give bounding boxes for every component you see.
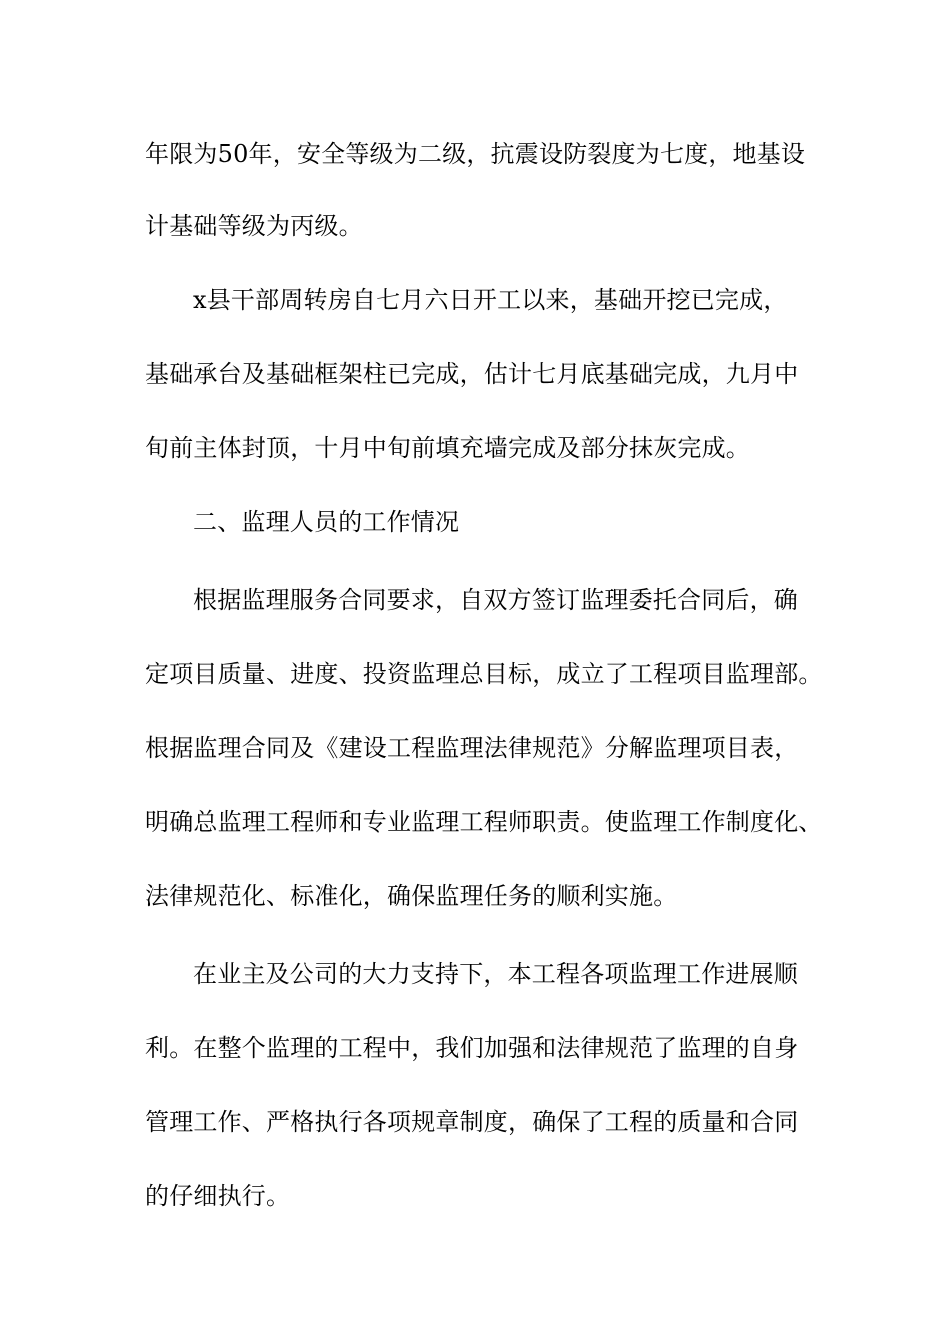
section-heading: 二、监理人员的工作情况 [193, 508, 460, 536]
text-line: 旬前主体封顶，十月中旬前填充墙完成及部分抹灰完成。 [145, 434, 750, 462]
text-line: 年限为50年，安全等级为二级，抗震设防裂度为七度，地基设 [145, 140, 806, 168]
text-line: 利。在整个监理的工程中，我们加强和法律规范了监理的自身 [145, 1034, 799, 1062]
paragraph-first-line: 根据监理服务合同要求，自双方签订监理委托合同后，确 [193, 586, 798, 614]
paragraph-first-line: x县干部周转房自七月六日开工以来，基础开挖已完成， [193, 286, 788, 314]
text-line: 计基础等级为丙级。 [145, 212, 363, 240]
text-line: 根据监理合同及《建设工程监理法律规范》分解监理项目表， [145, 734, 799, 762]
text-line: 管理工作、严格执行各项规章制度，确保了工程的质量和合同 [145, 1108, 799, 1136]
text-line: 基础承台及基础框架柱已完成，估计七月底基础完成，九月中 [145, 360, 799, 388]
text-line: 定项目质量、进度、投资监理总目标，成立了工程项目监理部。 [145, 660, 823, 688]
text-line: 法律规范化、标准化，确保监理任务的顺利实施。 [145, 882, 678, 910]
text-line: 的仔细执行。 [145, 1182, 291, 1210]
paragraph-first-line: 在业主及公司的大力支持下，本工程各项监理工作进展顺 [193, 960, 798, 988]
text-line: 明确总监理工程师和专业监理工程师职责。使监理工作制度化、 [145, 808, 823, 836]
